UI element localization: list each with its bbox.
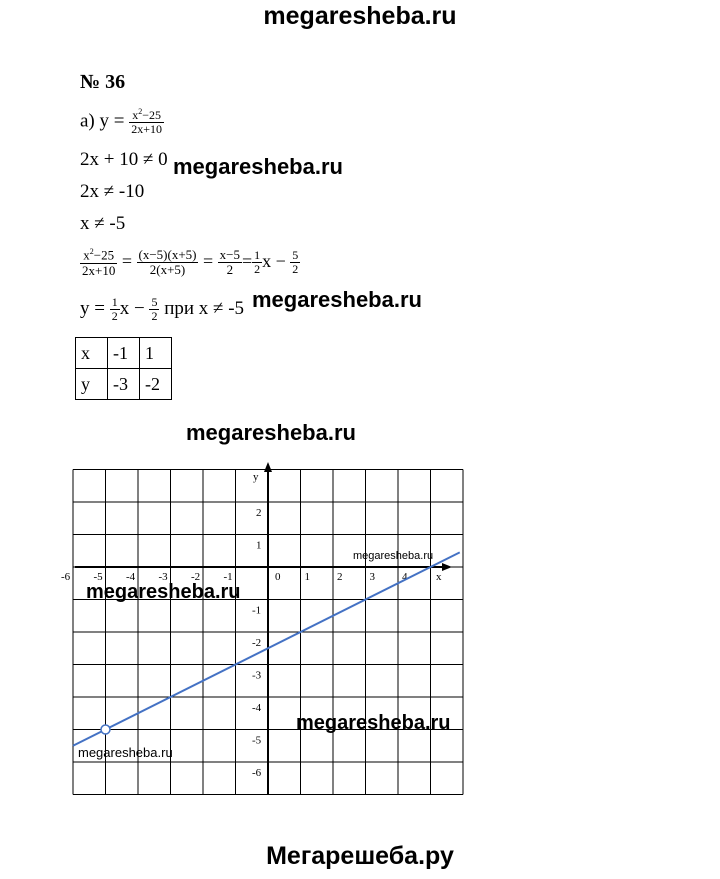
x-axis-label: x [436,571,442,583]
result-equation: y = $\frac{1}{2}$ x − $\frac{5}{2}$ при x ≠ -5 [80,295,245,324]
fraction-chain-d: $\frac{1}{2}$ [254,248,261,277]
fraction-chain-e: $\frac{5}{2}$ [292,248,299,277]
tick-labels [61,507,408,779]
table-cell: -1 [108,338,140,369]
table-cell: y [76,369,108,400]
y-tick-label: -4 [252,702,262,714]
watermark-bottom: Мегарешеба.ру [266,842,454,870]
x-tick-label: -1 [223,571,233,583]
simplification-chain: $\frac{x^2-25}{2x+10}$ = $\frac{(x-5)(x+5)}{2(x+5)}$ = $\frac{x-5}{2}$ = $\frac{1}{2}$ x − $\frac{5}{2}$ [82,247,299,278]
y-axis-arrow [264,462,272,472]
y-tick-label: -3 [252,669,262,682]
y-axis-label: y [253,471,259,483]
y-tick-label: -6 [252,767,262,779]
watermark-mid-1: megaresheba.ru [173,154,343,179]
x-tick-label: -5 [93,571,103,583]
table-cell: 1 [140,338,172,369]
x-tick-label: 4 [402,571,408,583]
watermark-mid-2: megaresheba.ru [252,287,422,312]
x-tick-label: 3 [369,571,375,583]
fraction-chain-b: $\frac{(x-5)(x+5)}{2(x+5)}$ [138,247,197,278]
y-tick-label: 1 [256,539,262,552]
watermark-graph-bottom-left: megaresheba.ru [78,745,173,760]
y-tick-label: 2 [256,507,262,519]
excluded-point [101,725,110,734]
table-cell: -3 [108,369,140,400]
step-domain-3: x ≠ -5 [80,213,126,234]
origin-label: 0 [275,571,281,583]
table-cell: x [76,338,108,369]
watermark-graph-left: megaresheba.ru [86,581,241,603]
fraction-chain-a: $\frac{x^2-25}{2x+10}$ [82,247,116,278]
problem-title: № 36 [80,71,126,93]
y-tick-label: -1 [252,604,262,617]
step-domain-1: 2x + 10 ≠ 0 [80,149,168,170]
x-axis-arrow [442,563,452,571]
watermark-graph-small: megaresheba.ru [353,550,434,562]
y-tick-label: -2 [252,637,262,649]
x-tick-label: -6 [61,571,71,583]
x-tick-label: -3 [158,571,168,583]
part-label: а) y = [80,110,125,132]
y-tick-label: -5 [252,734,262,747]
x-tick-label: 1 [304,571,310,583]
watermark-mid-3: megaresheba.ru [186,420,356,445]
x-tick-label: -4 [126,571,136,583]
x-tick-label: 2 [337,571,343,583]
step-domain-2: 2x ≠ -10 [80,181,145,202]
watermark-graph-right: megaresheba.ru [296,712,451,734]
watermark-top: megaresheba.ru [263,2,457,30]
x-tick-label: -2 [191,571,201,583]
fraction-f1: $\frac{x^2-25}{2x+10}$ [131,107,163,137]
fraction-result-2: $\frac{5}{2}$ [151,295,158,324]
fraction-result-1: $\frac{1}{2}$ [111,295,118,324]
table-cell: -2 [140,369,172,400]
fraction-chain-c: $\frac{x-5}{2}$ [219,247,240,278]
